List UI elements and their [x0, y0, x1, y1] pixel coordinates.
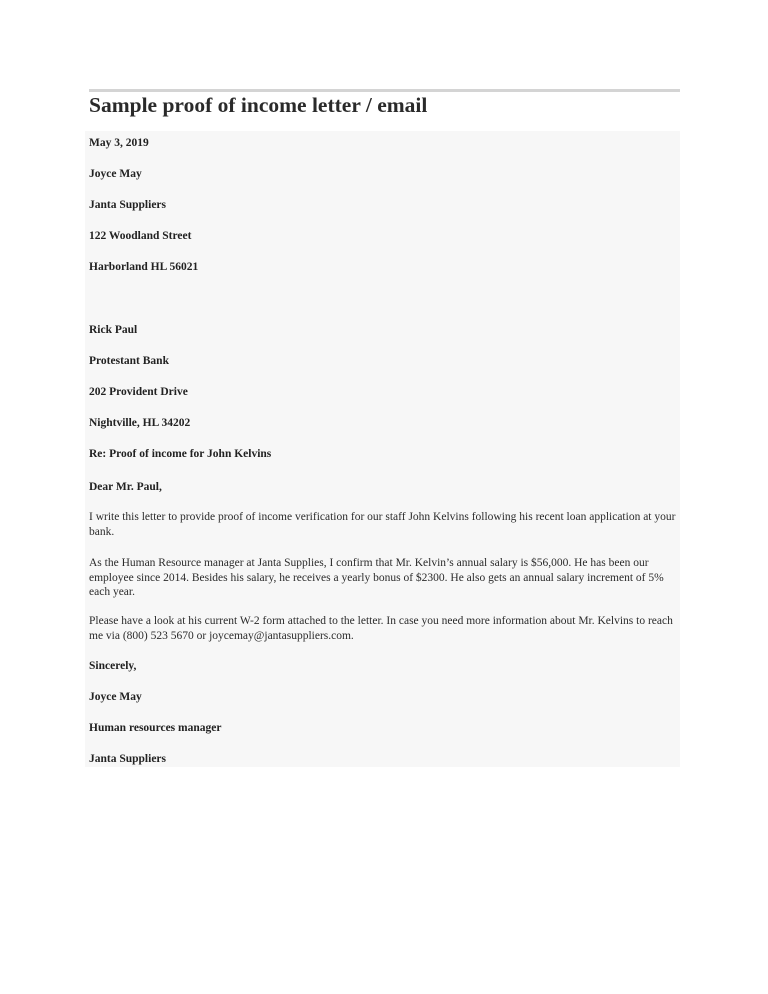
sender-city: Harborland HL 56021 — [89, 261, 199, 273]
sender-name: Joyce May — [89, 168, 142, 180]
recipient-street: 202 Provident Drive — [89, 386, 188, 398]
signature-role: Human resources manager — [89, 722, 222, 734]
letter-paragraph: Please have a look at his current W-2 form attached to the letter. In case you need more information about Mr. Kelvins to reach me via (800) 523 5670 or joycemay@jantasuppliers.com. — [89, 615, 673, 642]
recipient-company: Protestant Bank — [89, 355, 169, 367]
letter-closing: Sincerely, — [89, 660, 137, 672]
recipient-city: Nightville, HL 34202 — [89, 417, 191, 429]
sender-company: Janta Suppliers — [89, 199, 167, 211]
signature-company: Janta Suppliers — [89, 753, 167, 765]
sender-street: 122 Woodland Street — [89, 230, 192, 242]
signature-name: Joyce May — [89, 691, 142, 703]
letter-date: May 3, 2019 — [89, 137, 149, 149]
recipient-name: Rick Paul — [89, 324, 138, 336]
letter-subject: Re: Proof of income for John Kelvins — [89, 448, 272, 460]
letter-paragraph: As the Human Resource manager at Janta Supplies, I confirm that Mr. Kelvin’s annual salary is $56,000. He has been our employee since 2014. Besides his salary, he receives a yearly bonus of $2300. He also gets an annual salary increment of 5% each year. — [89, 557, 664, 598]
letter-paragraph: I write this letter to provide proof of income verification for our staff John Kelvins following his recent loan application at your bank. — [89, 511, 676, 538]
page-title: Sample proof of income letter / email — [89, 93, 428, 117]
letter-salutation: Dear Mr. Paul, — [89, 481, 162, 493]
